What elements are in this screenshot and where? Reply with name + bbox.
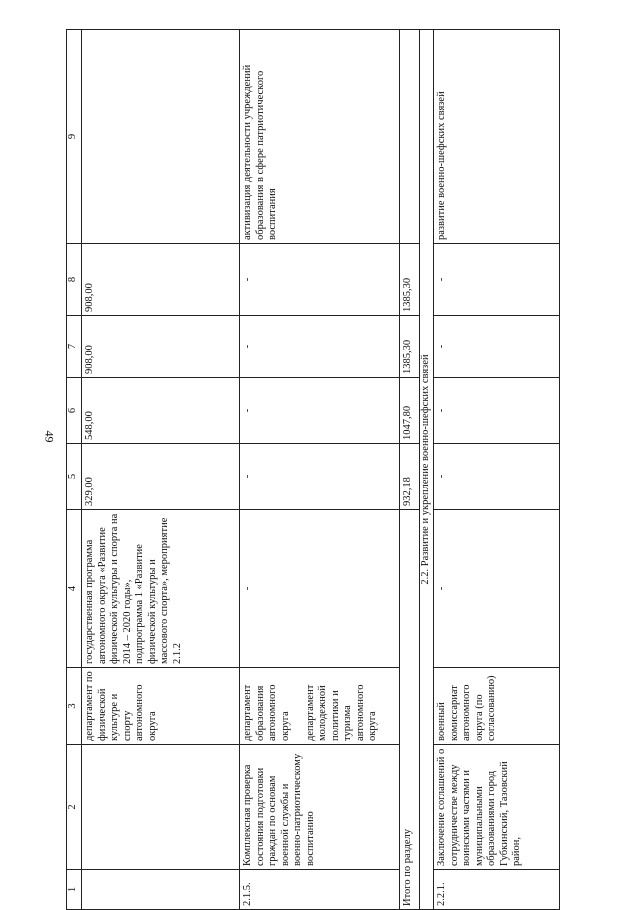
cell-executor: департамент образования автономного округа департамент молодежной политики и туризма автономного округа xyxy=(240,668,400,745)
cell-value-8: 908,00 xyxy=(82,244,240,316)
table-row-2-2-1 xyxy=(434,30,560,910)
cell-source: - xyxy=(434,510,560,668)
cell-num: 2.1.5. xyxy=(240,870,400,910)
total-value-8: 1385,30 xyxy=(400,244,420,316)
header-cell-8: 8 xyxy=(67,244,82,316)
total-value-6: 1047,80 xyxy=(400,378,420,444)
cell-name xyxy=(82,745,240,870)
cell-value-6: - xyxy=(434,378,560,444)
cell-value-7: 908,00 xyxy=(82,316,240,378)
cell-source: государственная программа автономного округа «Развитие физической культуры и спорта на 2014 – 2020 годы», подпрограмма 1 «Развитие физической культуры и массового спорта», мероприятие 2.1.2 xyxy=(82,510,240,668)
total-value-7: 1385,30 xyxy=(400,316,420,378)
cell-value-5: 329,00 xyxy=(82,444,240,510)
header-cell-7: 7 xyxy=(67,316,82,378)
rotated-table-container xyxy=(66,30,591,910)
header-cell-9: 9 xyxy=(67,30,82,244)
cell-value-6: - xyxy=(240,378,400,444)
header-row xyxy=(67,30,82,910)
header-cell-1: 1 xyxy=(67,870,82,910)
section-row xyxy=(420,30,434,910)
header-cell-5: 5 xyxy=(67,444,82,510)
header-cell-4: 4 xyxy=(67,510,82,668)
cell-value-8: - xyxy=(240,244,400,316)
cell-executor: военный комиссариат автономного округа (по согласованию) xyxy=(434,668,560,745)
cell-name: Заключение соглашений о сотрудничестве между воинскими частями и муниципальными образованиями город Губкинский, Тазовский район, xyxy=(434,745,560,870)
cell-value-5: - xyxy=(240,444,400,510)
plan-table xyxy=(66,29,560,910)
cell-value-7: - xyxy=(434,316,560,378)
header-cell-6: 6 xyxy=(67,378,82,444)
page-number: 49 xyxy=(42,430,57,443)
cell-value-8: - xyxy=(434,244,560,316)
cell-num: 2.2.1. xyxy=(434,870,560,910)
cell-executor: департамент по физической культуре и спорту автономного округа xyxy=(82,668,240,745)
cell-num xyxy=(82,870,240,910)
header-cell-2: 2 xyxy=(67,745,82,870)
total-label: Итого по разделу xyxy=(400,510,420,910)
cell-result: развитие военно-шефских связей xyxy=(434,30,560,244)
total-row xyxy=(400,30,420,910)
header-cell-3: 3 xyxy=(67,668,82,745)
cell-result xyxy=(82,30,240,244)
cell-result: активизация деятельности учреждений образования в сфере патриотического воспитания xyxy=(240,30,400,244)
cell-source: - xyxy=(240,510,400,668)
total-value-5: 932,18 xyxy=(400,444,420,510)
table-row-2-1-5 xyxy=(240,30,400,910)
table-row-continued xyxy=(82,30,240,910)
total-result xyxy=(400,30,420,244)
cell-value-6: 548,00 xyxy=(82,378,240,444)
cell-name: Комплексная проверка состояния подготовки граждан по основам военной службы и военно-патриотическому воспитанию xyxy=(240,745,400,870)
cell-value-5: - xyxy=(434,444,560,510)
cell-value-7: - xyxy=(240,316,400,378)
section-heading: 2.2. Развитие и укрепление военно-шефских связей xyxy=(420,30,434,910)
